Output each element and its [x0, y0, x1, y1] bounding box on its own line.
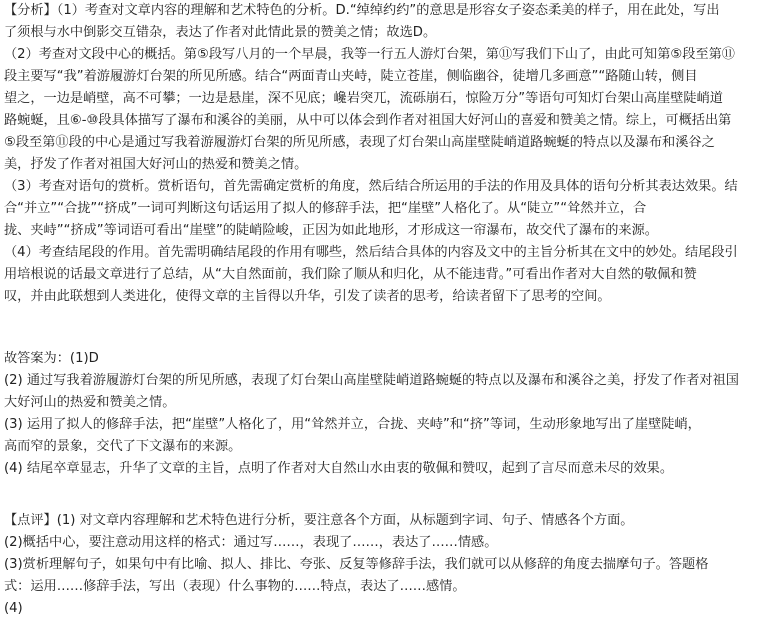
- analysis-line: （2）考查对文段中心的概括。第⑤段写八月的一个早晨，我等一行五人游灯台架，第⑪写我们下山了，由此可知第⑤段至第⑪: [4, 47, 735, 62]
- comment-section: [4, 510, 778, 620]
- analysis-section: [4, 0, 778, 308]
- analysis-line: ⑤段至第⑪段的中心是通过写我着游履游灯台架的所见所感，表现了灯台架山高崖壁陡峭道路蜿蜒的特点以及瀑布和溪谷之: [4, 135, 715, 150]
- analysis-line: 【分析】（1）考查对文章内容的理解和艺术特色的分析。D.“绰绰约约”的意思是形容女子姿态柔美的样子，用在此处，写出: [4, 3, 720, 18]
- comment-line: (3)赏析理解句子，如果句中有比喻、拟人、排比、夸张、反复等修辞手法，我们就可以从修辞的角度去揣摩句子。答题格: [4, 557, 709, 572]
- analysis-line: 合“并立”“合拢”“挤成”一词可判断这句话运用了拟人的修辞手法，把“崖壁”人格化了。从“陡立”“耸然并立，合: [4, 201, 647, 216]
- analysis-line: 望之，一边是峭壁，高不可攀；一边是悬崖，深不见底；巉岩突兀，流砾崩石，惊险万分”等语句可知灯台架山高崖壁陡峭道: [4, 91, 723, 106]
- answer-line: 大好河山的热爱和赞美之情。: [4, 395, 176, 410]
- analysis-line: 拢、夹峙”“挤成”等词语可看出“崖壁”的陡峭险峻，正因为如此地形，才形成这一帘瀑布，故交代了瀑布的来源。: [4, 223, 658, 238]
- answer-line: 高而窄的景象，交代了下文瀑布的来源。: [4, 439, 242, 454]
- answer-line: (4) 结尾卒章显志，升华了文章的主旨，点明了作者对大自然山水由衷的敬佩和赞叹，起到了言尽而意未尽的效果。: [4, 461, 674, 476]
- analysis-line: 用培根说的话最文章进行了总结，从“大自然面前，我们除了顺从和归化，从不能违背。”可看出作者对大自然的敬佩和赞: [4, 267, 697, 282]
- analysis-line: 路蜿蜒，且⑥-⑩段具体描写了瀑布和溪谷的美丽，从中可以体会到作者对祖国大好河山的喜爱和赞美之情。综上，可概括出第: [4, 113, 732, 128]
- analysis-line: 段主要写“我”着游履游灯台架的所见所感。结合“两面青山夹峙，陡立苍崖，侧临幽谷，徒增几多画意”“路随山转，侧目: [4, 69, 698, 84]
- comment-line: (2)概括中心，要注意动用这样的格式：通过写……，表现了……，表达了……情感。: [4, 535, 498, 550]
- answer-line: 故答案为：(1)D: [4, 351, 99, 366]
- analysis-line: 了须根与水中倒影交互错杂，表达了作者对此情此景的赞美之情；故选D。: [4, 25, 437, 40]
- analysis-line: 叹，并由此联想到人类进化，使得文章的主旨得以升华，引发了读者的思考，给读者留下了思考的空间。: [4, 289, 611, 304]
- comment-line: 式：运用……修辞手法，写出（表现）什么事物的……特点，表达了……感情。: [4, 579, 466, 594]
- answer-line: (2) 通过写我着游履游灯台架的所见所感，表现了灯台架山高崖壁陡峭道路蜿蜒的特点以及瀑布和溪谷之美，抒发了作者对祖国: [4, 373, 739, 388]
- answer-section: [4, 348, 778, 480]
- comment-line: (4): [4, 601, 23, 616]
- analysis-line: （4）考查结尾段的作用。首先需明确结尾段的作用有哪些，然后结合具体的内容及文中的主旨分析其在文中的妙处。结尾段引: [4, 245, 738, 260]
- analysis-line: （3）考查对语句的赏析。赏析语句，首先需确定赏析的角度，然后结合所运用的手法的作用及具体的语句分析其表达效果。结: [4, 179, 738, 194]
- answer-line: (3) 运用了拟人的修辞手法，把“崖壁”人格化了，用“耸然并立，合拢、夹峙”和“挤”等词，生动形象地写出了崖壁陡峭，: [4, 417, 701, 432]
- comment-line: 【点评】(1) 对文章内容理解和艺术特色进行分析，要注意各个方面，从标题到字词、句子、情感各个方面。: [4, 513, 634, 528]
- analysis-line: 美，抒发了作者对祖国大好河山的热爱和赞美之情。: [4, 157, 308, 172]
